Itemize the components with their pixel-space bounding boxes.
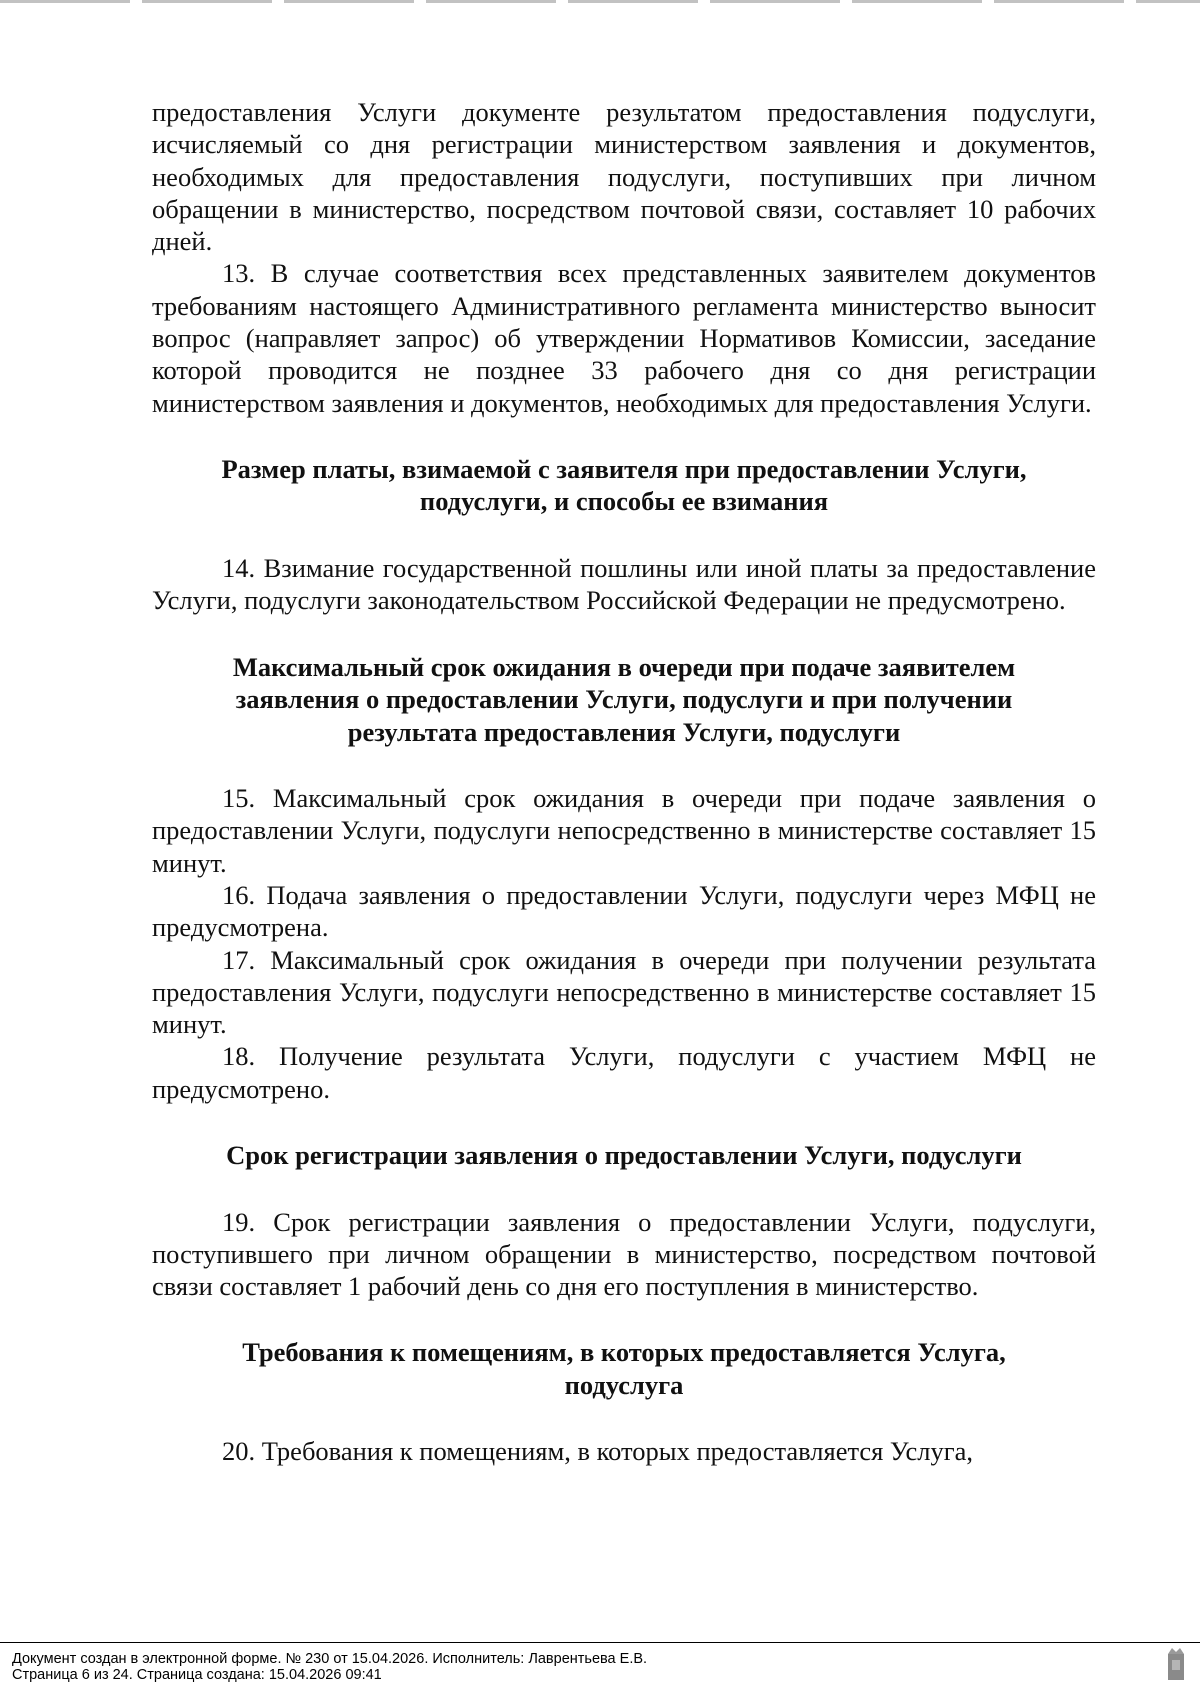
heading-fee: Размер платы, взимаемой с заявителя при предоставлении Услуги, подуслуги, и способы ее взимания [221,453,1027,517]
document-page [152,96,1096,1468]
scan-top-edge [0,0,1200,3]
paragraph-13: 13. В случае соответствия всех представленных заявителем документов требованиям настоящего Административного регламента министерство выносит вопрос (направляет запрос) об утверждении Нормативов Комиссии, заседание которой проводится не позднее 33 рабочего дня со дня регистрации министерством заявления и документов, необходимых для предоставления Услуги. [152,258,1096,418]
heading-registration: Срок регистрации заявления о предоставлении Услуги, подуслуги [226,1140,1022,1171]
footer-line-2: Страница 6 из 24. Страница создана: 15.04.2026 09:41 [12,1667,382,1683]
heading-queue: Максимальный срок ожидания в очереди при подаче заявителем заявления о предоставлении Услуги, подуслуги и при получении результата предоставления Услуги, подуслуги [232,651,1016,747]
paragraph-14: 14. Взимание государственной пошлины или иной платы за предоставление Услуги, подуслуги законодательством Российской Федерации не предусмотрено. [152,552,1096,616]
paragraph-19: 19. Срок регистрации заявления о предоставлении Услуги, подуслуги, поступившего при личном обращении в министерство, посредством почтовой связи составляет 1 рабочий день со дня его поступления в министерство. [152,1206,1096,1302]
intro-paragraph: предоставления Услуги документе результатом предоставления подуслуги, исчисляемый со дня регистрации министерством заявления и документов, необходимых для предоставления подуслуги, поступивших при личном обращении в министерство, посредством почтовой связи, составляет 10 рабочих дней. [152,97,1096,257]
paragraph-16: 16. Подача заявления о предоставлении Услуги, подуслуги через МФЦ не предусмотрена. [152,879,1096,943]
document-emblem-icon [1166,1646,1186,1682]
paragraph-17: 17. Максимальный срок ожидания в очереди при получении результата предоставления Услуги, подуслуги непосредственно в министерстве составляет 15 минут. [152,944,1096,1040]
paragraph-20: 20. Требования к помещениям, в которых предоставляется Услуга, [222,1436,974,1467]
footer-line-1: Документ создан в электронной форме. № 230 от 15.04.2026. Исполнитель: Лаврентьева Е.В. [12,1651,648,1667]
heading-premises: Требования к помещениям, в которых предоставляется Услуга, подуслуга [242,1337,1006,1400]
paragraph-18: 18. Получение результата Услуги, подуслуги с участием МФЦ не предусмотрено. [152,1041,1096,1104]
document-footer [0,1642,1200,1683]
paragraph-15: 15. Максимальный срок ожидания в очереди при подаче заявления о предоставлении Услуги, подуслуги непосредственно в министерстве составляет 15 минут. [152,783,1096,878]
